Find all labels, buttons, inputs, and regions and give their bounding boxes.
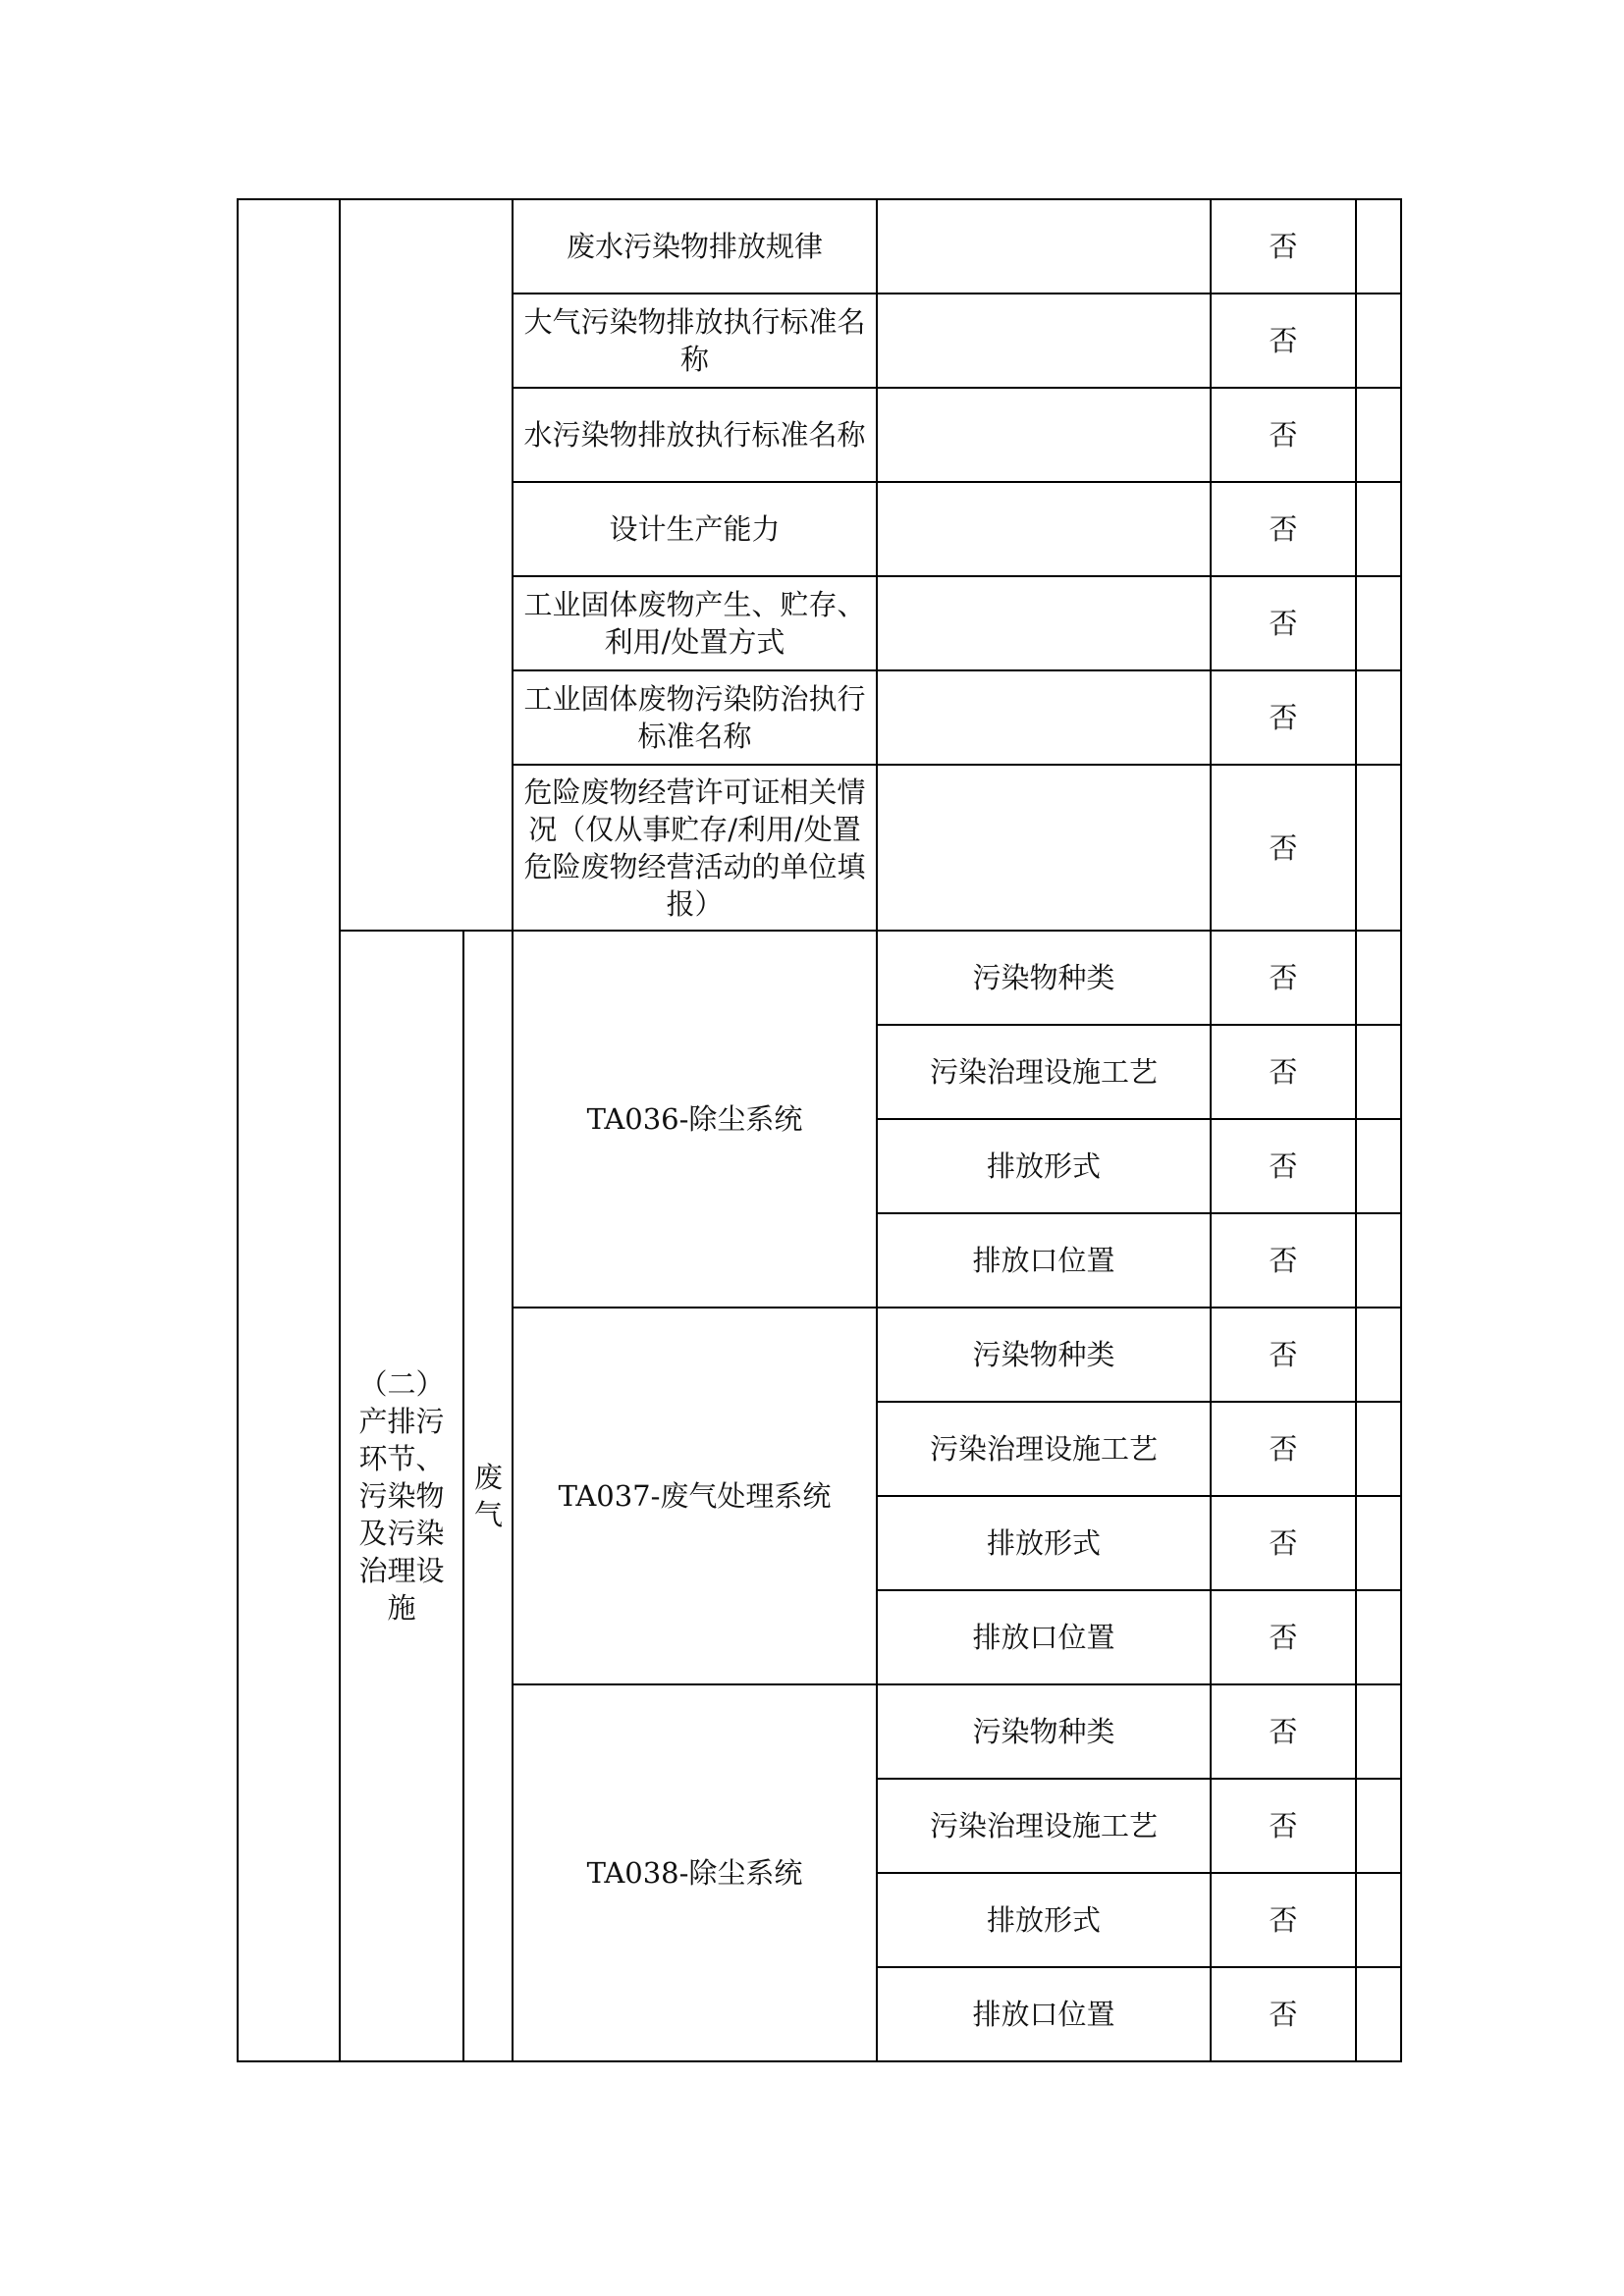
- note-cell: [1356, 388, 1401, 482]
- system-name-cell: TA036-除尘系统: [513, 931, 877, 1308]
- note-cell: [1356, 1213, 1401, 1308]
- status-cell: 否: [1211, 576, 1356, 670]
- category-cell: [463, 931, 513, 2061]
- item-label: 污染物种类: [877, 931, 1211, 1025]
- row-label: 工业固体废物产生、贮存、利用/处置方式: [513, 576, 877, 670]
- system-name-cell: TA038-除尘系统: [513, 1684, 877, 2061]
- system-name-cell: TA037-废气处理系统: [513, 1308, 877, 1684]
- row-label: 大气污染物排放执行标准名称: [513, 294, 877, 388]
- value-cell: [877, 388, 1211, 482]
- section-number-cell: [238, 199, 340, 2061]
- note-cell: [1356, 294, 1401, 388]
- value-cell: [877, 294, 1211, 388]
- status-cell: 否: [1211, 931, 1356, 1025]
- row-label: 设计生产能力: [513, 482, 877, 576]
- note-cell: [1356, 931, 1401, 1025]
- item-label: 排放口位置: [877, 1213, 1211, 1308]
- form-table: [237, 198, 1402, 2062]
- item-label: 污染物种类: [877, 1684, 1211, 1779]
- note-cell: [1356, 576, 1401, 670]
- item-label: 污染治理设施工艺: [877, 1779, 1211, 1873]
- note-cell: [1356, 765, 1401, 931]
- status-cell: 否: [1211, 1873, 1356, 1967]
- status-cell: 否: [1211, 1119, 1356, 1213]
- note-cell: [1356, 1684, 1401, 1779]
- note-cell: [1356, 1779, 1401, 1873]
- row-label: 水污染物排放执行标准名称: [513, 388, 877, 482]
- status-cell: 否: [1211, 1590, 1356, 1684]
- item-label: 排放口位置: [877, 1967, 1211, 2061]
- status-cell: 否: [1211, 1967, 1356, 2061]
- item-label: 污染治理设施工艺: [877, 1402, 1211, 1496]
- value-cell: [877, 199, 1211, 294]
- status-cell: 否: [1211, 1402, 1356, 1496]
- note-cell: [1356, 1967, 1401, 2061]
- note-cell: [1356, 1119, 1401, 1213]
- row-label: 废水污染物排放规律: [513, 199, 877, 294]
- table-row: [238, 199, 1401, 294]
- status-cell: 否: [1211, 482, 1356, 576]
- status-cell: 否: [1211, 1779, 1356, 1873]
- note-cell: [1356, 1025, 1401, 1119]
- status-cell: 否: [1211, 1213, 1356, 1308]
- note-cell: [1356, 1308, 1401, 1402]
- value-cell: [877, 482, 1211, 576]
- status-cell: 否: [1211, 199, 1356, 294]
- row-label: 危险废物经营许可证相关情况（仅从事贮存/利用/处置危险废物经营活动的单位填报）: [513, 765, 877, 931]
- status-cell: 否: [1211, 1308, 1356, 1402]
- status-cell: 否: [1211, 1684, 1356, 1779]
- section-title-cell: （二）产排污环节、污染物及污染治理设施: [340, 931, 463, 2061]
- note-cell: [1356, 1496, 1401, 1590]
- value-cell: [877, 765, 1211, 931]
- note-cell: [1356, 1590, 1401, 1684]
- row-label: 工业固体废物污染防治执行标准名称: [513, 670, 877, 765]
- note-cell: [1356, 670, 1401, 765]
- item-label: 排放形式: [877, 1119, 1211, 1213]
- note-cell: [1356, 1402, 1401, 1496]
- category-label: 废气: [474, 1461, 504, 1531]
- item-label: 排放形式: [877, 1873, 1211, 1967]
- note-cell: [1356, 1873, 1401, 1967]
- status-cell: 否: [1211, 1025, 1356, 1119]
- value-cell: [877, 576, 1211, 670]
- status-cell: 否: [1211, 765, 1356, 931]
- table-row: [238, 931, 1401, 1025]
- note-cell: [1356, 482, 1401, 576]
- note-cell: [1356, 199, 1401, 294]
- item-label: 污染物种类: [877, 1308, 1211, 1402]
- status-cell: 否: [1211, 294, 1356, 388]
- section-title-cell: [340, 199, 513, 931]
- item-label: 排放形式: [877, 1496, 1211, 1590]
- value-cell: [877, 670, 1211, 765]
- status-cell: 否: [1211, 1496, 1356, 1590]
- status-cell: 否: [1211, 670, 1356, 765]
- status-cell: 否: [1211, 388, 1356, 482]
- item-label: 排放口位置: [877, 1590, 1211, 1684]
- item-label: 污染治理设施工艺: [877, 1025, 1211, 1119]
